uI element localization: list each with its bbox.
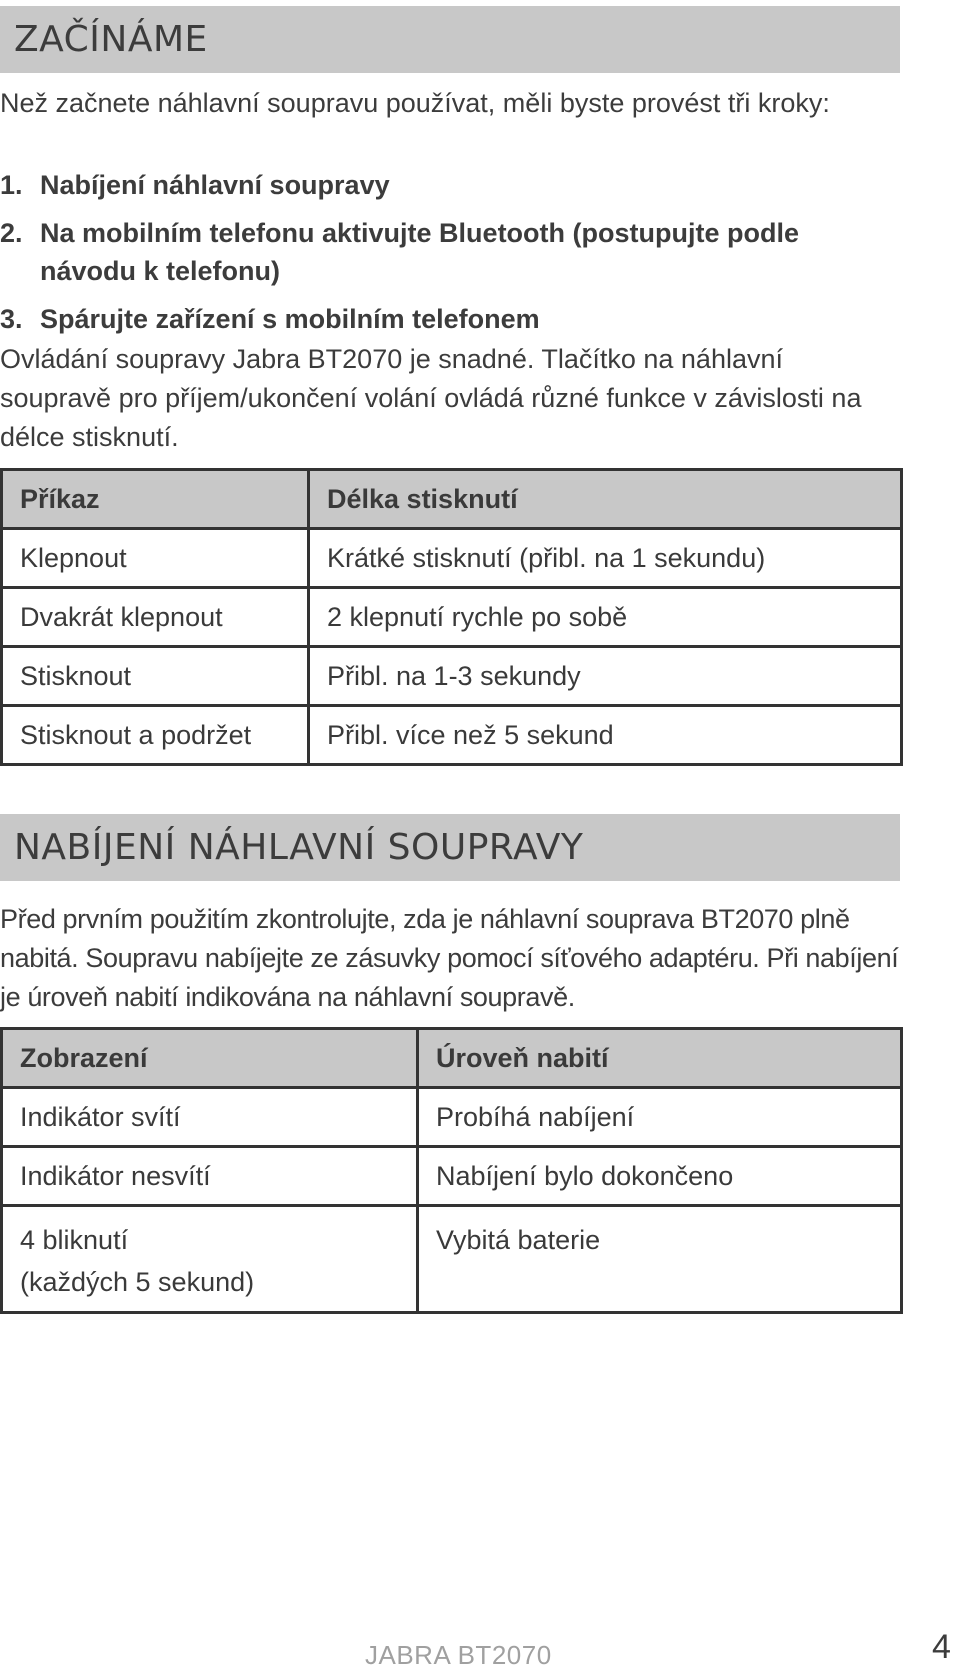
table-row	[2, 1088, 902, 1147]
controls-paragraph: Ovládání soupravy Jabra BT2070 je snadné. Tlačítko na náhlavní soupravě pro příjem/ukončení volání ovládá různé funkce v závislosti na délce stisknutí.	[0, 344, 862, 452]
table-cell: Stisknout a podržet	[2, 706, 309, 765]
table-row	[2, 1206, 902, 1313]
section-heading-text: NABÍJENÍ NÁHLAVNÍ SOUPRAVY	[14, 827, 584, 868]
column-header-charge-level: Úroveň nabití	[418, 1029, 902, 1088]
table-cell	[2, 1206, 418, 1313]
table-cell: Indikátor nesvítí	[2, 1147, 418, 1206]
table-row	[2, 647, 902, 706]
section-heading-getting-started	[0, 6, 900, 73]
step-number: 3.	[0, 304, 23, 334]
table-row	[2, 529, 902, 588]
table-cell: Nabíjení bylo dokončeno	[418, 1147, 902, 1206]
table-cell: Dvakrát klepnout	[2, 588, 309, 647]
step-text: Nabíjení náhlavní soupravy	[40, 170, 390, 200]
list-item	[0, 166, 900, 204]
step-text: Spárujte zařízení s mobilním telefonem	[40, 304, 540, 334]
table-header-row	[2, 1029, 902, 1088]
column-header-display: Zobrazení	[2, 1029, 418, 1088]
table-row	[2, 1147, 902, 1206]
table-cell: Přibl. více než 5 sekund	[309, 706, 902, 765]
cell-line: (každých 5 sekund)	[20, 1267, 255, 1297]
table-cell: 2 klepnutí rychle po sobě	[309, 588, 902, 647]
table-row	[2, 706, 902, 765]
table-cell: Klepnout	[2, 529, 309, 588]
column-header-press-duration: Délka stisknutí	[309, 470, 902, 529]
charging-indicator-table	[0, 1027, 903, 1314]
table-cell: Přibl. na 1-3 sekundy	[309, 647, 902, 706]
step-number: 1.	[0, 170, 23, 200]
steps-list	[0, 166, 900, 338]
table-row	[2, 588, 902, 647]
button-commands-table	[0, 468, 903, 766]
section-heading-charging	[0, 814, 900, 881]
intro-paragraph: Než začnete náhlavní soupravu používat, měli byste provést tři kroky:	[0, 88, 830, 118]
step-text: Na mobilním telefonu aktivujte Bluetooth (postupujte podle návodu k telefonu)	[40, 218, 799, 286]
table-cell: Vybitá baterie	[418, 1206, 902, 1313]
charging-paragraph: Před prvním použitím zkontrolujte, zda je náhlavní souprava BT2070 plně nabitá. Soupravu nabíjejte ze zásuvky pomocí síťového adaptéru. Při nabíjení je úroveň nabití indikována na náhlavní soupravě.	[0, 904, 899, 1012]
section-heading-text: ZAČÍNÁME	[14, 19, 208, 60]
table-cell: Indikátor svítí	[2, 1088, 418, 1147]
table-cell: Krátké stisknutí (přibl. na 1 sekundu)	[309, 529, 902, 588]
step-number: 2.	[0, 218, 23, 248]
list-item	[0, 300, 900, 338]
column-header-command: Příkaz	[2, 470, 309, 529]
table-header-row	[2, 470, 902, 529]
table-cell: Stisknout	[2, 647, 309, 706]
cell-line: 4 bliknutí	[20, 1225, 129, 1255]
table-cell: Probíhá nabíjení	[418, 1088, 902, 1147]
page-number: 4	[932, 1628, 951, 1666]
footer-brand: JABRA BT2070	[365, 1640, 552, 1670]
list-item	[0, 214, 900, 290]
